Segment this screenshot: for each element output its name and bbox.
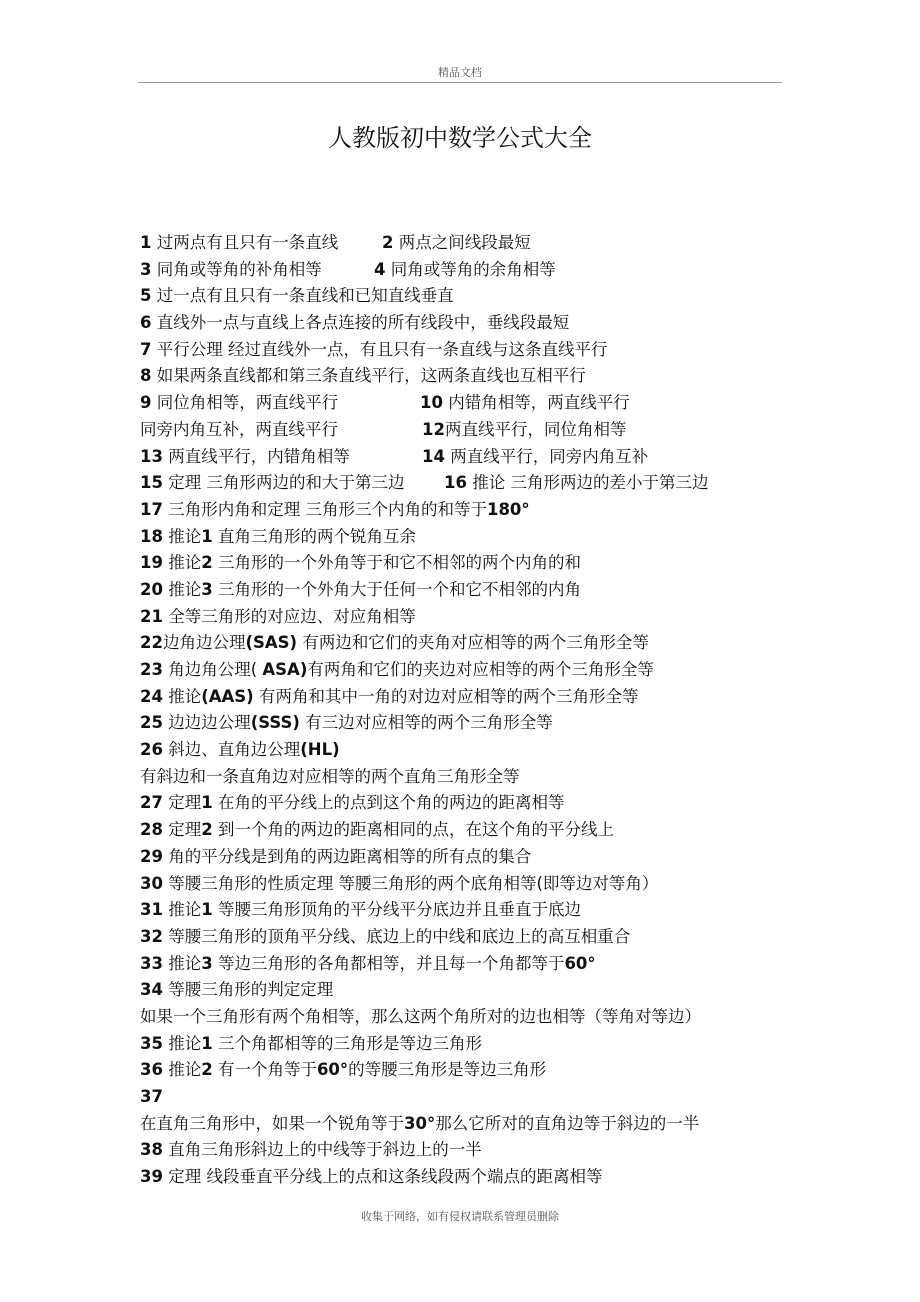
formula-text: 29 角的平分线是到角的两边距离相等的所有点的集合: [140, 846, 532, 866]
formula-line: [140, 871, 790, 898]
formula-text: 15 定理 三角形两边的和大于第三边: [140, 473, 405, 493]
formula-text: 如果一个三角形有两个角相等，那么这两个角所对的边也相等（等角对等边）: [140, 1006, 701, 1026]
formula-line: [140, 417, 790, 444]
formula-line: [140, 577, 790, 604]
formula-text: 19 推论2 三角形的一个外角等于和它不相邻的两个内角的和: [140, 553, 581, 573]
formula-line: [140, 230, 790, 257]
formula-line: [140, 630, 790, 657]
page-header: 精品文档: [438, 66, 482, 79]
formula-list: [140, 230, 790, 1191]
formula-line: [140, 390, 790, 417]
formula-line: [140, 1084, 790, 1111]
formula-line: [140, 1004, 790, 1031]
formula-text: 27 定理1 在角的平分线上的点到这个角的两边的距离相等: [140, 793, 565, 813]
formula-text: 有斜边和一条直角边对应相等的两个直角三角形全等: [140, 766, 520, 786]
formula-text: 37: [140, 1087, 163, 1106]
formula-text: 2 两点之间线段最短: [382, 233, 531, 252]
formula-line: [140, 470, 790, 497]
formula-text: 22边角边公理(SAS) 有两边和它们的夹角对应相等的两个三角形全等: [140, 633, 649, 653]
formula-text: 18 推论1 直角三角形的两个锐角互余: [140, 526, 416, 546]
formula-text: 28 定理2 到一个角的两边的距离相同的点，在这个角的平分线上: [140, 820, 614, 840]
formula-text: 21 全等三角形的对应边、对应角相等: [140, 606, 416, 626]
formula-line: [140, 257, 790, 284]
formula-line: [140, 710, 790, 737]
formula-line: [140, 363, 790, 390]
formula-text: 36 推论2 有一个角等于60°的等腰三角形是等边三角形: [140, 1060, 547, 1080]
formula-line: [140, 497, 790, 524]
formula-text: 12两直线平行，同位角相等: [422, 419, 627, 439]
formula-line: [140, 817, 790, 844]
formula-text: 13 两直线平行，内错角相等: [140, 446, 350, 466]
formula-text: 3 同角或等角的补角相等: [140, 259, 322, 279]
formula-text: 39 定理 线段垂直平分线上的点和这条线段两个端点的距离相等: [140, 1167, 603, 1187]
formula-line: [140, 790, 790, 817]
formula-text: 33 推论3 等边三角形的各角都相等，并且每一个角都等于60°: [140, 953, 596, 973]
formula-text: 35 推论1 三个角都相等的三角形是等边三角形: [140, 1033, 482, 1053]
formula-text: 14 两直线平行，同旁内角互补: [422, 446, 649, 466]
formula-line: [140, 550, 790, 577]
formula-line: [140, 977, 790, 1004]
formula-line: [140, 1057, 790, 1084]
formula-text: 20 推论3 三角形的一个外角大于任何一个和它不相邻的内角: [140, 579, 581, 599]
formula-text: 25 边边边公理(SSS) 有三边对应相等的两个三角形全等: [140, 713, 553, 733]
formula-line: [140, 657, 790, 684]
header-divider: [138, 82, 782, 83]
formula-text: 5 过一点有且只有一条直线和已知直线垂直: [140, 286, 454, 306]
formula-text: 7 平行公理 经过直线外一点，有且只有一条直线与这条直线平行: [140, 339, 608, 359]
formula-text: 6 直线外一点与直线上各点连接的所有线段中，垂线段最短: [140, 313, 570, 333]
formula-line: [140, 1164, 790, 1191]
formula-text: 30 等腰三角形的性质定理 等腰三角形的两个底角相等(即等边对等角）: [140, 873, 659, 893]
formula-text: 31 推论1 等腰三角形顶角的平分线平分底边并且垂直于底边: [140, 900, 581, 920]
formula-line: [140, 897, 790, 924]
formula-line: [140, 737, 790, 764]
document-title: 人教版初中数学公式大全: [328, 124, 592, 152]
formula-text: 38 直角三角形斜边上的中线等于斜边上的一半: [140, 1140, 482, 1160]
formula-text: 8 如果两条直线都和第三条直线平行，这两条直线也互相平行: [140, 366, 586, 386]
formula-line: [140, 684, 790, 711]
formula-text: 16 推论 三角形两边的差小于第三边: [444, 473, 709, 493]
formula-line: [140, 337, 790, 364]
formula-line: [140, 604, 790, 631]
formula-text: 1 过两点有且只有一条直线: [140, 233, 339, 252]
formula-line: [140, 310, 790, 337]
formula-text: 9 同位角相等，两直线平行: [140, 393, 339, 413]
formula-line: [140, 1111, 790, 1138]
formula-line: [140, 444, 790, 471]
formula-text: 4 同角或等角的余角相等: [374, 259, 556, 279]
formula-line: [140, 524, 790, 551]
formula-line: [140, 844, 790, 871]
formula-line: [140, 1137, 790, 1164]
formula-text: 32 等腰三角形的顶角平分线、底边上的中线和底边上的高互相重合: [140, 926, 631, 946]
formula-text: 24 推论(AAS) 有两角和其中一角的对边对应相等的两个三角形全等: [140, 686, 639, 706]
formula-line: [140, 924, 790, 951]
formula-line: [140, 764, 790, 791]
formula-line: [140, 951, 790, 978]
formula-text: 34 等腰三角形的判定定理: [140, 980, 334, 1000]
formula-text: 17 三角形内角和定理 三角形三个内角的和等于180°: [140, 499, 530, 519]
formula-text: 同旁内角互补，两直线平行: [140, 419, 338, 439]
formula-line: [140, 1031, 790, 1058]
page-footer: 收集于网络，如有侵权请联系管理员删除: [361, 1210, 559, 1223]
formula-text: 23 角边角公理( ASA)有两角和它们的夹边对应相等的两个三角形全等: [140, 660, 654, 679]
formula-text: 在直角三角形中，如果一个锐角等于30°那么它所对的直角边等于斜边的一半: [140, 1113, 700, 1133]
formula-text: 26 斜边、直角边公理(HL): [140, 740, 340, 760]
formula-text: 10 内错角相等，两直线平行: [420, 393, 630, 413]
formula-line: [140, 283, 790, 310]
